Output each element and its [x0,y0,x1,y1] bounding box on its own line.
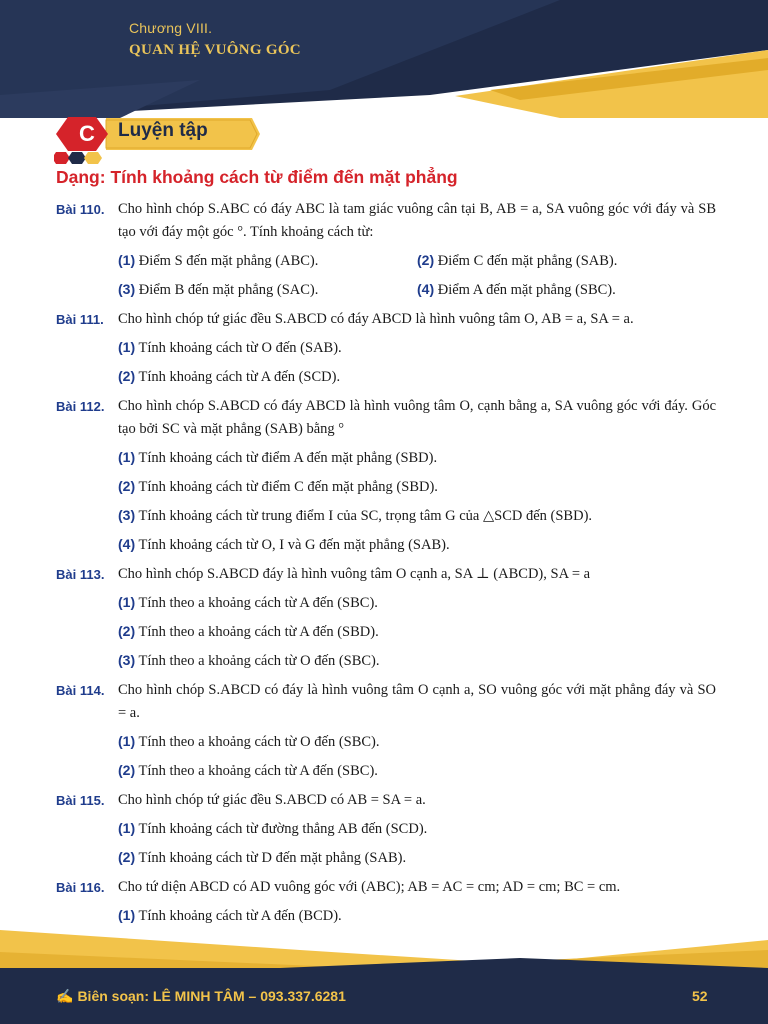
exercise-label: Bài 113. [56,567,105,582]
exercise-item: (2) Tính khoảng cách từ điểm C đến mặt phẳng (SBD). [118,478,438,495]
exercise-label: Bài 111. [56,312,104,327]
exercise-item: (1) Điểm S đến mặt phẳng (ABC). [118,252,319,269]
exercise-item: (1) Tính theo a khoảng cách từ O đến (SBC). [118,733,380,750]
exercise-item: (2) Điểm C đến mặt phẳng (SAB). [417,252,618,269]
topic-title: Dạng: Tính khoảng cách từ điểm đến mặt phẳng [56,167,458,187]
author-credit: ✍ Biên soạn: LÊ MINH TÂM – 093.337.6281 [56,988,346,1004]
page-header [0,0,768,118]
exercise-item: (4) Điểm A đến mặt phẳng (SBC). [417,281,616,298]
pen-icon: ✍ [56,988,74,1004]
exercise-112 [56,395,716,557]
exercise-item: (3) Tính khoảng cách từ trung điểm I của SC, trọng tâm G của △SCD đến (SBD). [118,507,593,524]
exercise-stem: Cho hình chóp tứ giác đều S.ABCD có đáy ABCD là hình vuông tâm O, AB = a, SA = a. [118,311,634,327]
exercise-item: (3) Điểm B đến mặt phẳng (SAC). [118,281,319,298]
exercise-stem: Cho hình chóp S.ABCD đáy là hình vuông tâm O cạnh a, SA ⊥ (ABCD), SA = a [118,566,591,582]
exercise-item: (1) Tính khoảng cách từ đường thẳng AB đến (SCD). [118,820,428,837]
section-title: Luyện tập [118,120,208,141]
page-number: 52 [692,988,708,1004]
section-letter: C [79,121,95,146]
exercise-111 [56,308,716,389]
exercise-stem: Cho hình chóp tứ giác đều S.ABCD có AB = SA = a. [118,792,426,808]
exercise-item: (4) Tính khoảng cách từ O, I và G đến mặt phẳng (SAB). [118,536,450,553]
exercise-list [56,198,716,928]
exercise-item: (2) Tính khoảng cách từ A đến (SCD). [118,368,341,385]
exercise-item: (2) Tính theo a khoảng cách từ A đến (SBD). [118,623,379,640]
item-row [118,249,716,273]
exercise-item: (1) Tính khoảng cách từ điểm A đến mặt phẳng (SBD). [118,449,438,466]
header-decoration [0,0,768,118]
exercise-stem: Cho hình chóp S.ABC có đáy ABC là tam giác vuông cân tại B, AB = a, SA vuông góc với đáy và SB tạo với đáy một góc °. Tính khoảng cách từ: [118,201,716,240]
exercise-113 [56,563,716,673]
exercise-label: Bài 115. [56,793,105,808]
exercise-label: Bài 112. [56,399,105,414]
exercise-item: (2) Tính khoảng cách từ D đến mặt phẳng (SAB). [118,849,407,866]
exercise-item: (2) Tính theo a khoảng cách từ A đến (SBC). [118,762,378,779]
chapter-number: Chương VIII. [129,20,213,36]
chapter-title: QUAN HỆ VUÔNG GÓC [129,42,301,58]
exercise-item: (1) Tính khoảng cách từ O đến (SAB). [118,339,342,356]
exercise-label: Bài 116. [56,880,105,895]
exercise-115 [56,789,716,870]
exercise-stem: Cho hình chóp S.ABCD có đáy là hình vuông tâm O cạnh a, SO vuông góc với mặt phẳng đáy và SO = a. [118,682,716,721]
exercise-114 [56,679,716,783]
exercise-stem: Cho tứ diện ABCD có AD vuông góc với (ABC); AB = AC = cm; AD = cm; BC = cm. [118,879,621,895]
exercise-stem: Cho hình chóp S.ABCD có đáy ABCD là hình vuông tâm O, cạnh bằng a, SA vuông góc với đáy. Góc tạo bởi SC và mặt phẳng (SAB) bằng ° [118,398,716,437]
exercise-item: (1) Tính theo a khoảng cách từ A đến (SBC). [118,594,378,611]
page-footer [0,912,768,1024]
footer-decoration [0,912,768,1024]
exercise-item: (3) Tính theo a khoảng cách từ O đến (SBC). [118,652,380,669]
item-row [118,278,716,302]
exercise-110 [56,198,716,302]
exercise-label: Bài 114. [56,683,105,698]
exercise-item: (1) Tính khoảng cách từ A đến (BCD). [118,907,342,924]
exercise-label: Bài 110. [56,202,105,217]
